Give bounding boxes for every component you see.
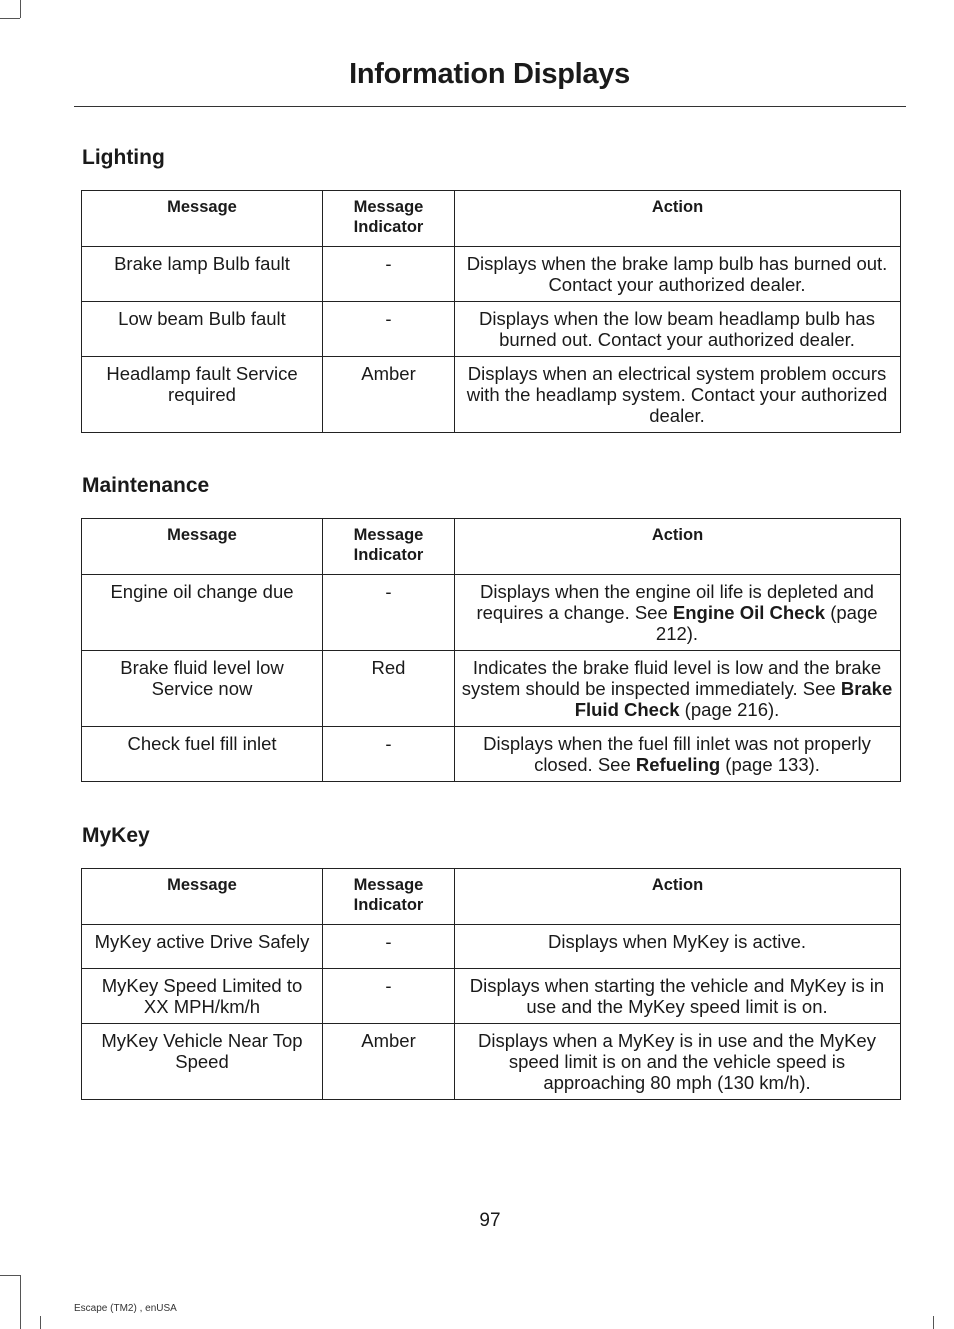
column-header-action: Action (455, 191, 901, 247)
page-reference: (page 133). (720, 754, 820, 775)
action-text: Displays when the engine oil life is depleted and requires a change. See (476, 581, 874, 623)
message-cell: Headlamp fault Service required (82, 357, 323, 433)
page-reference: (page 216). (679, 699, 780, 720)
lighting-table (81, 190, 901, 433)
message-cell: Brake fluid level low Service now (82, 651, 323, 727)
indicator-cell: - (323, 727, 455, 782)
table-row (82, 925, 901, 969)
message-cell: Engine oil change due (82, 575, 323, 651)
indicator-cell: Red (323, 651, 455, 727)
crop-mark-bottom-left-tick (40, 1316, 41, 1329)
table-row (82, 1024, 901, 1100)
column-header-action: Action (455, 869, 901, 925)
crop-mark-bottom-right-tick (933, 1316, 934, 1329)
page-number: 97 (479, 1210, 501, 1231)
table-row (82, 727, 901, 782)
cross-reference-link[interactable]: Engine Oil Check (672, 602, 826, 623)
indicator-cell: - (323, 247, 455, 302)
action-cell: Displays when starting the vehicle and MyKey is in use and the MyKey speed limit is on. (455, 969, 901, 1024)
column-header-indicator: Message Indicator (323, 869, 455, 925)
column-header-message: Message (82, 519, 323, 575)
mykey-table (81, 868, 901, 1100)
table-row (82, 302, 901, 357)
table-row (82, 651, 901, 727)
message-cell: MyKey Vehicle Near Top Speed (82, 1024, 323, 1100)
action-cell: Displays when MyKey is active. (455, 925, 901, 969)
section-heading-maintenance: Maintenance (82, 474, 210, 497)
message-cell: MyKey active Drive Safely (82, 925, 323, 969)
table-header-row (82, 869, 901, 925)
indicator-cell: - (323, 969, 455, 1024)
table-row (82, 247, 901, 302)
cross-reference-link[interactable]: Brake Fluid Check (574, 678, 893, 720)
maintenance-table (81, 518, 901, 782)
message-cell: MyKey Speed Limited to XX MPH/km/h (82, 969, 323, 1024)
table-row (82, 969, 901, 1024)
cross-reference-link[interactable]: Refueling (635, 754, 721, 775)
table-row (82, 575, 901, 651)
section-heading-lighting: Lighting (82, 146, 165, 169)
indicator-cell: - (323, 925, 455, 969)
table-header-row (82, 191, 901, 247)
indicator-cell: Amber (323, 357, 455, 433)
indicator-cell: - (323, 575, 455, 651)
page-title: Information Displays (349, 58, 630, 90)
table-header-row (82, 519, 901, 575)
table-row (82, 357, 901, 433)
action-cell: Displays when the brake lamp bulb has burned out. Contact your authorized dealer. (455, 247, 901, 302)
crop-mark-bottom-left-v (20, 1275, 21, 1329)
message-cell: Check fuel fill inlet (82, 727, 323, 782)
action-cell (455, 727, 901, 782)
page-reference: (page 212). (655, 602, 878, 644)
section-heading-mykey: MyKey (82, 824, 150, 847)
action-text: Displays when the fuel fill inlet was not properly closed. See (483, 733, 871, 775)
indicator-cell: Amber (323, 1024, 455, 1100)
message-cell: Low beam Bulb fault (82, 302, 323, 357)
crop-mark-top-left-v (20, 0, 21, 18)
action-cell: Displays when the low beam headlamp bulb has burned out. Contact your authorized dealer. (455, 302, 901, 357)
column-header-indicator: Message Indicator (323, 519, 455, 575)
document-id: Escape (TM2) , enUSA (74, 1303, 177, 1314)
action-text: Indicates the brake fluid level is low and the brake system should be inspected immediately. See (461, 657, 882, 699)
indicator-cell: - (323, 302, 455, 357)
message-cell: Brake lamp Bulb fault (82, 247, 323, 302)
column-header-indicator: Message Indicator (323, 191, 455, 247)
column-header-action: Action (455, 519, 901, 575)
action-cell: Displays when a MyKey is in use and the MyKey speed limit is on and the vehicle speed is approaching 80 mph (130 km/h). (455, 1024, 901, 1100)
title-divider (74, 106, 906, 107)
crop-mark-top-left-h (0, 18, 20, 19)
action-cell: Displays when an electrical system problem occurs with the headlamp system. Contact your authorized dealer. (455, 357, 901, 433)
column-header-message: Message (82, 191, 323, 247)
column-header-message: Message (82, 869, 323, 925)
action-cell (455, 651, 901, 727)
action-cell (455, 575, 901, 651)
crop-mark-bottom-left-h (0, 1275, 20, 1276)
